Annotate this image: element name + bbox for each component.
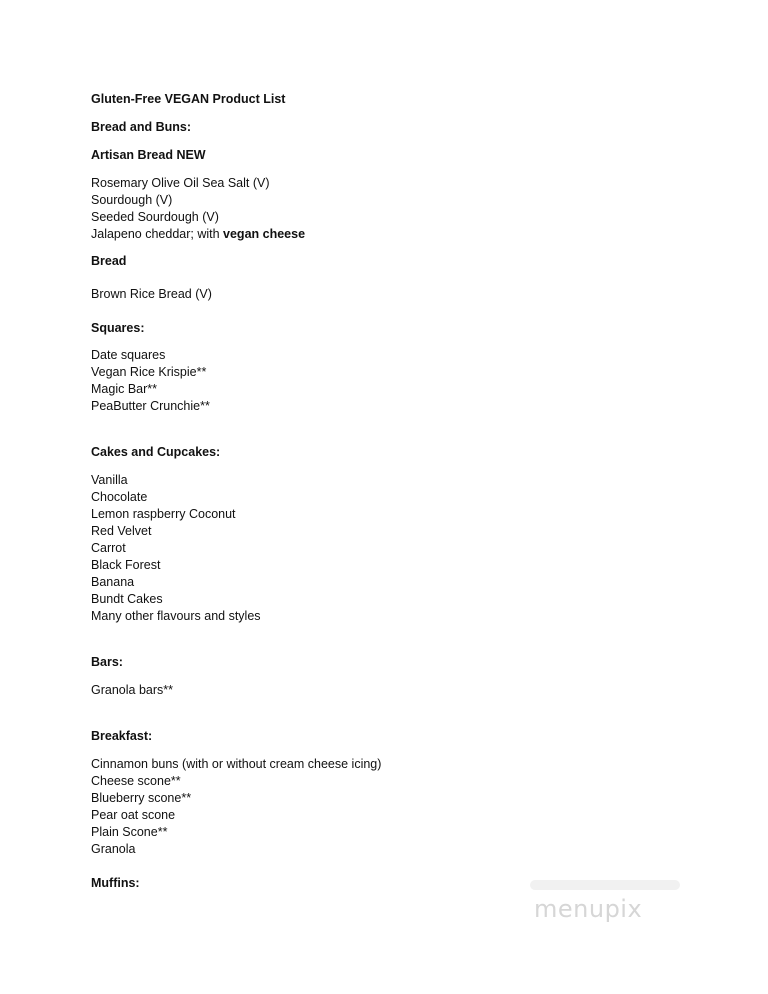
list-item: Banana bbox=[91, 575, 135, 589]
list-item: Cinnamon buns (with or without cream cheese icing) bbox=[91, 757, 382, 771]
list-item: Carrot bbox=[91, 541, 126, 555]
product-list bbox=[91, 90, 691, 892]
watermark-logo: menupix bbox=[534, 895, 643, 923]
document-title: Gluten-Free VEGAN Product List bbox=[91, 92, 286, 106]
list-item-jalapeno bbox=[91, 226, 691, 243]
watermark-bar bbox=[530, 880, 680, 890]
jalapeno-bold: vegan cheese bbox=[223, 227, 306, 241]
section-heading-artisan-bread: Artisan Bread NEW bbox=[91, 148, 206, 162]
list-item: Plain Scone** bbox=[91, 825, 168, 839]
list-item: Red Velvet bbox=[91, 524, 152, 538]
list-item: Vanilla bbox=[91, 473, 128, 487]
list-item: Vegan Rice Krispie** bbox=[91, 365, 207, 379]
jalapeno-prefix: Jalapeno cheddar; with bbox=[91, 227, 224, 241]
list-item: Magic Bar** bbox=[91, 382, 157, 396]
list-item: Granola bars** bbox=[91, 683, 173, 697]
list-item: Black Forest bbox=[91, 558, 161, 572]
section-heading-bread: Bread bbox=[91, 254, 127, 268]
cakes-list bbox=[91, 472, 691, 625]
bread-list bbox=[91, 286, 691, 303]
list-item: Blueberry scone** bbox=[91, 791, 192, 805]
section-heading-bars: Bars: bbox=[91, 655, 123, 669]
list-item: Chocolate bbox=[91, 490, 148, 504]
list-item: PeaButter Crunchie** bbox=[91, 399, 210, 413]
squares-list bbox=[91, 347, 691, 415]
list-item: Pear oat scone bbox=[91, 808, 176, 822]
list-item: Lemon raspberry Coconut bbox=[91, 507, 236, 521]
artisan-bread-list bbox=[91, 175, 691, 243]
list-item: Sourdough (V) bbox=[91, 193, 173, 207]
list-item: Cheese scone** bbox=[91, 774, 181, 788]
list-item: Granola bbox=[91, 842, 136, 856]
list-item: Date squares bbox=[91, 348, 166, 362]
section-heading-bread-buns: Bread and Buns: bbox=[91, 120, 192, 134]
list-item: Bundt Cakes bbox=[91, 592, 163, 606]
bars-list bbox=[91, 682, 691, 699]
list-item: Brown Rice Bread (V) bbox=[91, 287, 212, 301]
section-heading-squares: Squares: bbox=[91, 321, 145, 335]
section-heading-muffins: Muffins: bbox=[91, 876, 140, 890]
list-item: Many other flavours and styles bbox=[91, 609, 261, 623]
section-heading-cakes: Cakes and Cupcakes: bbox=[91, 445, 221, 459]
breakfast-list bbox=[91, 756, 691, 858]
list-item: Rosemary Olive Oil Sea Salt (V) bbox=[91, 176, 270, 190]
list-item: Seeded Sourdough (V) bbox=[91, 210, 219, 224]
section-heading-breakfast: Breakfast: bbox=[91, 729, 153, 743]
